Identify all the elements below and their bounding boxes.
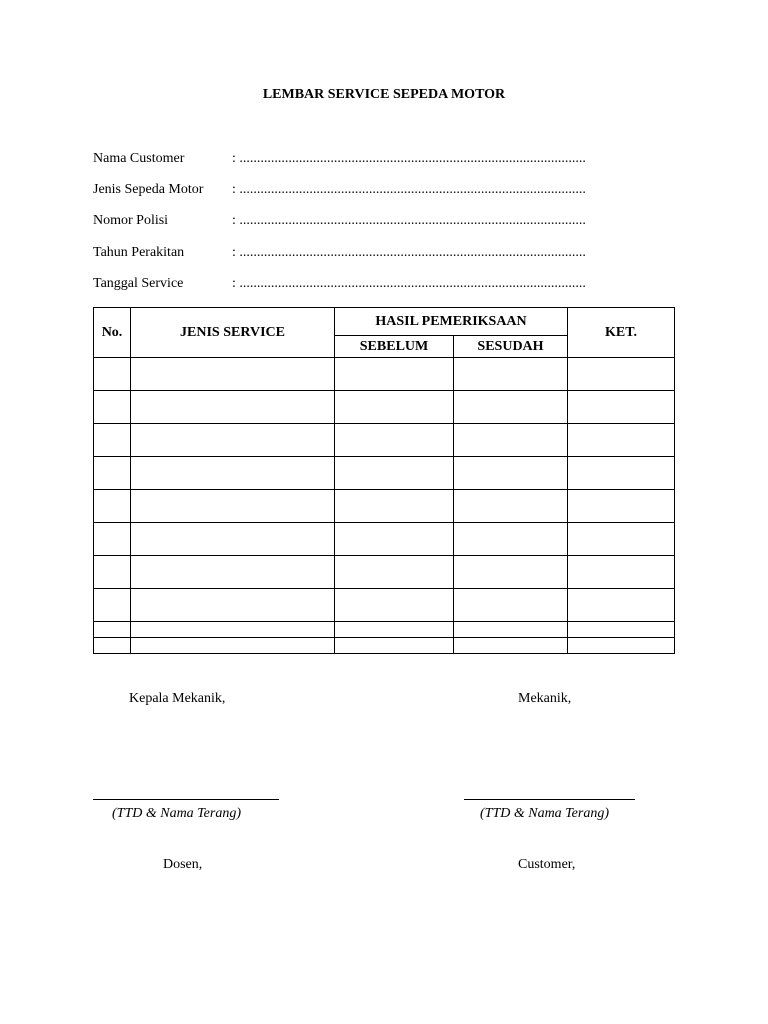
header-hasil-pemeriksaan: HASIL PEMERIKSAAN xyxy=(335,308,568,336)
cell[interactable] xyxy=(94,490,131,523)
cell[interactable] xyxy=(335,638,454,654)
cell[interactable] xyxy=(454,358,568,391)
kepala-mekanik-label: Kepala Mekanik, xyxy=(129,691,226,706)
cell[interactable] xyxy=(568,589,675,622)
cell[interactable] xyxy=(94,589,131,622)
cell[interactable] xyxy=(94,391,131,424)
table-row xyxy=(94,490,675,523)
table-row xyxy=(94,556,675,589)
cell[interactable] xyxy=(568,391,675,424)
cell[interactable] xyxy=(335,424,454,457)
cell[interactable] xyxy=(454,457,568,490)
cell[interactable] xyxy=(335,457,454,490)
signature-line-right xyxy=(464,799,635,800)
table-row xyxy=(94,358,675,391)
header-ket: KET. xyxy=(568,308,675,358)
header-sebelum: SEBELUM xyxy=(335,336,454,358)
cell[interactable] xyxy=(568,358,675,391)
field-label: Nama Customer xyxy=(93,151,185,166)
cell[interactable] xyxy=(131,391,335,424)
cell[interactable] xyxy=(568,523,675,556)
cell[interactable] xyxy=(454,638,568,654)
field-label: Tanggal Service xyxy=(93,276,184,291)
service-table xyxy=(93,307,675,654)
ttd-caption-right: (TTD & Nama Terang) xyxy=(480,806,610,821)
cell[interactable] xyxy=(131,424,335,457)
field-value[interactable]: : ................................................................................................... xyxy=(232,151,586,166)
field-tanggal-service xyxy=(93,276,586,292)
mekanik-label: Mekanik, xyxy=(518,691,572,706)
field-value[interactable]: : ................................................................................................... xyxy=(232,276,586,291)
cell[interactable] xyxy=(454,391,568,424)
signature-line-left xyxy=(93,799,279,800)
table-row xyxy=(94,638,675,654)
cell[interactable] xyxy=(454,523,568,556)
table-row xyxy=(94,391,675,424)
cell[interactable] xyxy=(454,490,568,523)
header-no: No. xyxy=(94,308,131,358)
cell[interactable] xyxy=(335,589,454,622)
header-sesudah: SESUDAH xyxy=(454,336,568,358)
table-row xyxy=(94,589,675,622)
cell[interactable] xyxy=(335,490,454,523)
cell[interactable] xyxy=(568,424,675,457)
dosen-label: Dosen, xyxy=(163,857,203,872)
table-row xyxy=(94,457,675,490)
table-row xyxy=(94,523,675,556)
cell[interactable] xyxy=(454,424,568,457)
cell[interactable] xyxy=(454,622,568,638)
cell[interactable] xyxy=(94,457,131,490)
cell[interactable] xyxy=(568,622,675,638)
field-value[interactable]: : ................................................................................................... xyxy=(232,245,586,260)
cell[interactable] xyxy=(335,523,454,556)
field-nomor-polisi xyxy=(93,213,586,229)
cell[interactable] xyxy=(131,523,335,556)
cell[interactable] xyxy=(131,358,335,391)
cell[interactable] xyxy=(335,556,454,589)
cell[interactable] xyxy=(454,556,568,589)
field-jenis-sepeda-motor xyxy=(93,182,586,198)
cell[interactable] xyxy=(335,622,454,638)
field-tahun-perakitan xyxy=(93,245,586,261)
cell[interactable] xyxy=(131,589,335,622)
cell[interactable] xyxy=(454,589,568,622)
field-label: Nomor Polisi xyxy=(93,213,169,228)
cell[interactable] xyxy=(131,457,335,490)
cell[interactable] xyxy=(568,457,675,490)
form-title: LEMBAR SERVICE SEPEDA MOTOR xyxy=(262,87,506,102)
cell[interactable] xyxy=(568,490,675,523)
field-nama-customer xyxy=(93,151,586,167)
cell[interactable] xyxy=(131,622,335,638)
table-row xyxy=(94,424,675,457)
cell[interactable] xyxy=(94,622,131,638)
customer-label: Customer, xyxy=(518,857,576,872)
cell[interactable] xyxy=(94,424,131,457)
cell[interactable] xyxy=(131,490,335,523)
cell[interactable] xyxy=(568,638,675,654)
field-label: Jenis Sepeda Motor xyxy=(93,182,204,197)
field-label: Tahun Perakitan xyxy=(93,245,185,260)
cell[interactable] xyxy=(94,556,131,589)
cell[interactable] xyxy=(568,556,675,589)
cell[interactable] xyxy=(94,358,131,391)
cell[interactable] xyxy=(131,638,335,654)
field-value[interactable]: : ................................................................................................... xyxy=(232,182,586,197)
table-row xyxy=(94,622,675,638)
cell[interactable] xyxy=(94,638,131,654)
cell[interactable] xyxy=(131,556,335,589)
header-jenis-service: JENIS SERVICE xyxy=(131,308,335,358)
cell[interactable] xyxy=(335,358,454,391)
field-value[interactable]: : ................................................................................................... xyxy=(232,213,586,228)
cell[interactable] xyxy=(335,391,454,424)
cell[interactable] xyxy=(94,523,131,556)
ttd-caption-left: (TTD & Nama Terang) xyxy=(112,806,242,821)
